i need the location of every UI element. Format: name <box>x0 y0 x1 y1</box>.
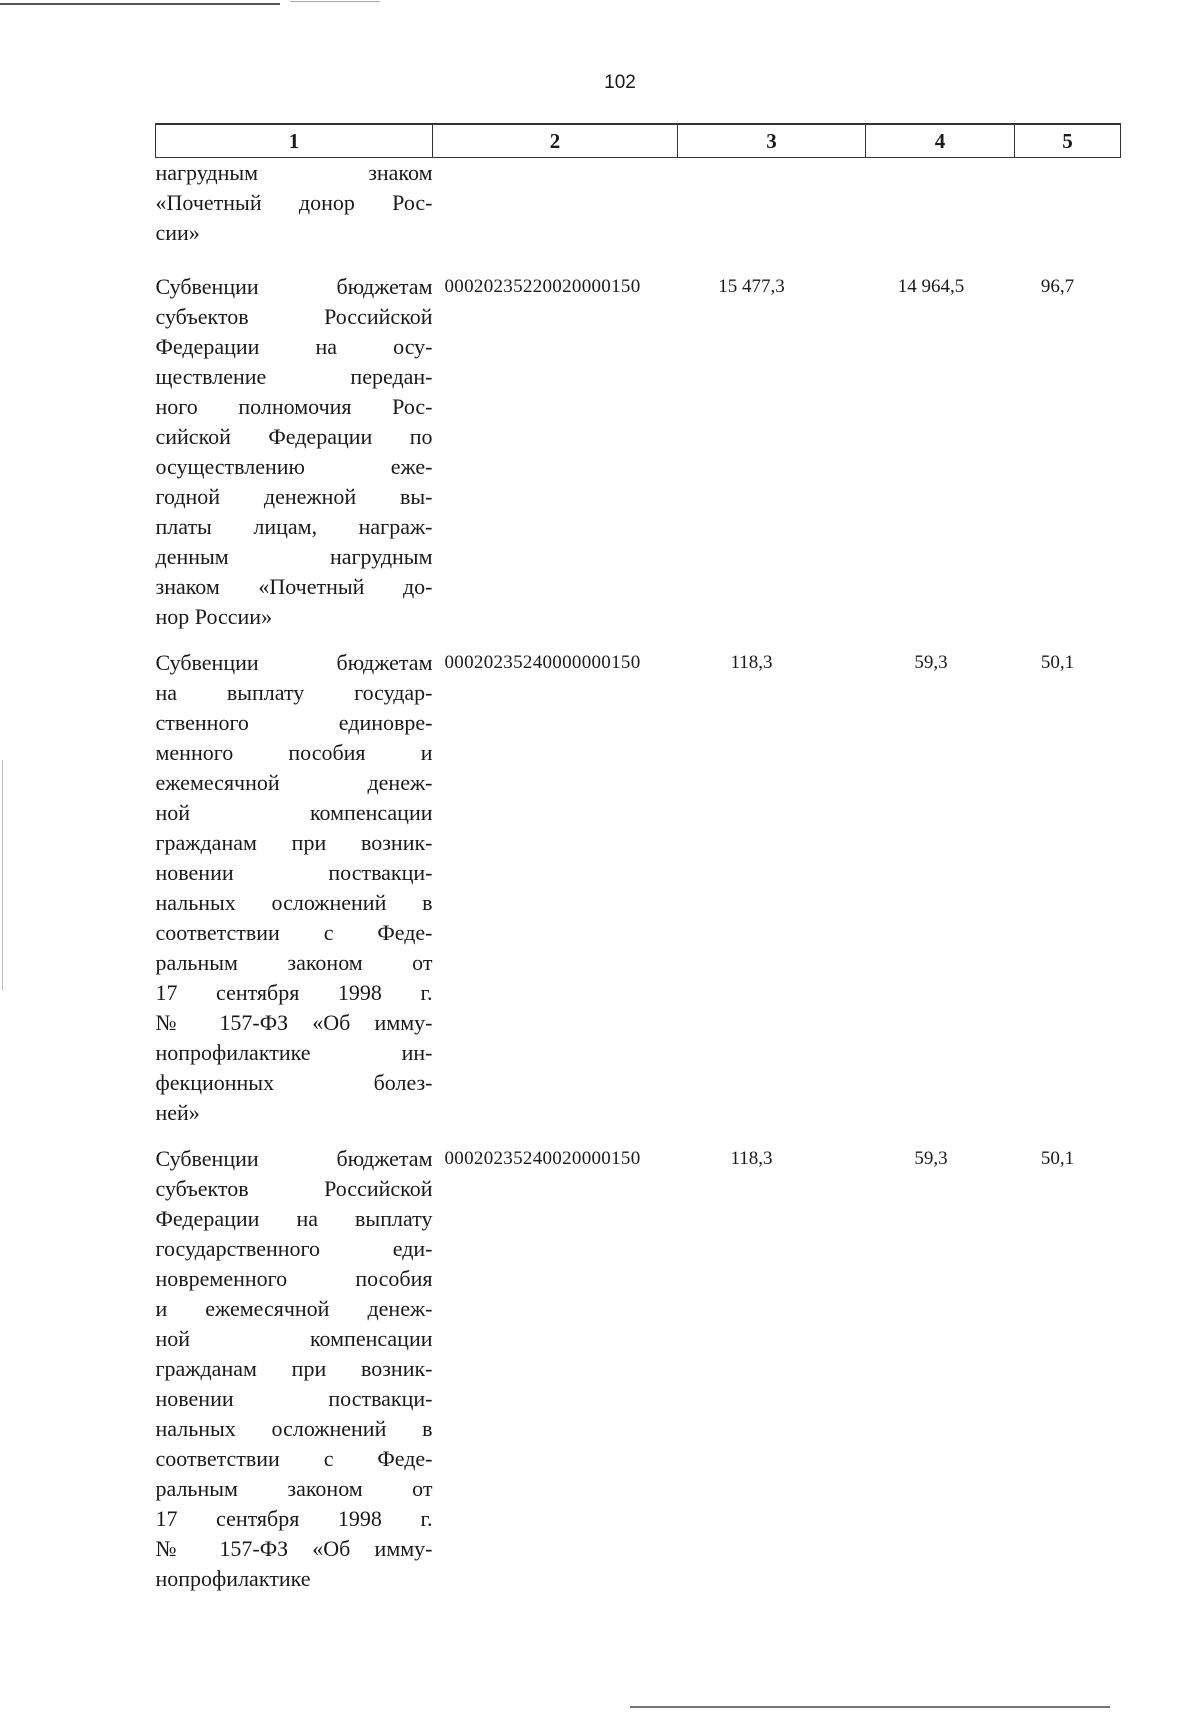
description-line: сийской Федерации по <box>155 424 433 449</box>
description-line: платы лицам, награж- <box>155 514 433 539</box>
value-col4: 59,3 <box>914 652 948 673</box>
description-line: ной компенсации <box>155 800 433 825</box>
description-line: ственного единовре- <box>155 710 433 735</box>
description-line: ществление передан- <box>155 364 433 389</box>
description-line: новении поствакци- <box>155 1386 433 1411</box>
description-line: нальных осложнений в <box>155 890 433 915</box>
description-line: гражданам при возник- <box>155 830 433 855</box>
budget-code: 00020235240000000150 <box>444 652 641 673</box>
description-line: Субвенции бюджетам <box>155 274 433 299</box>
table-header-row <box>156 124 1121 158</box>
description-line: ральным законом от <box>155 1476 433 1501</box>
description-line: 17 сентября 1998 г. <box>155 1506 433 1531</box>
description-line: Федерации на выплату <box>155 1206 433 1231</box>
description-line: № 157-ФЗ «Об имму- <box>155 1536 433 1561</box>
row-description <box>156 158 433 273</box>
description-line: государственного еди- <box>155 1236 433 1261</box>
scan-edge-line <box>2 760 3 990</box>
description-line: ной компенсации <box>155 1326 433 1351</box>
description-line: денным нагрудным <box>155 544 433 569</box>
description-line: Субвенции бюджетам <box>155 1146 433 1171</box>
table-row <box>156 1144 1121 1610</box>
column-header: 2 <box>433 124 678 158</box>
description-line: ежемесячной денеж- <box>155 770 433 795</box>
column-header: 4 <box>866 124 1015 158</box>
description-line: соответствии с Феде- <box>155 1446 433 1471</box>
value-col5: 50,1 <box>1040 652 1075 673</box>
description-line: и ежемесячной денеж- <box>155 1296 433 1321</box>
description-line: соответствии с Феде- <box>155 920 433 945</box>
row-description <box>156 1144 433 1610</box>
scan-edge-line <box>630 1706 1110 1708</box>
description-line: годной денежной вы- <box>155 484 433 509</box>
description-line: субъектов Российской <box>155 304 433 329</box>
value-col3: 118,3 <box>730 1148 773 1169</box>
scan-edge-line <box>290 1 380 2</box>
description-line: Федерации на осу- <box>155 334 433 359</box>
description-line: нор России» <box>155 604 273 629</box>
description-line: знаком «Почетный до- <box>155 574 433 599</box>
column-header: 3 <box>678 124 866 158</box>
value-col4 <box>866 158 1015 273</box>
table-body <box>156 158 1121 1611</box>
description-line: фекционных болез- <box>155 1070 433 1095</box>
description-line: на выплату государ- <box>155 680 433 705</box>
description-line: новременного пособия <box>155 1266 433 1291</box>
budget-code: 00020235240020000150 <box>444 1148 641 1169</box>
budget-code: 00020235220020000150 <box>444 276 641 297</box>
description-line: ней» <box>155 1100 200 1125</box>
description-line: ного полномочия Рос- <box>155 394 433 419</box>
value-col3: 15 477,3 <box>718 276 785 297</box>
budget-table <box>155 123 1121 1610</box>
table-row <box>156 158 1121 273</box>
description-line: Субвенции бюджетам <box>155 650 433 675</box>
budget-code <box>433 158 678 273</box>
description-line: менного пособия и <box>155 740 433 765</box>
description-line: нальных осложнений в <box>155 1416 433 1441</box>
row-description <box>156 272 433 648</box>
description-line: субъектов Российской <box>155 1176 433 1201</box>
page-number: 102 <box>604 72 636 93</box>
description-line: нопрофилактике ин- <box>155 1040 433 1065</box>
description-line: нагрудным знаком <box>155 160 433 185</box>
column-header: 5 <box>1015 124 1121 158</box>
scan-edge-line <box>0 3 280 5</box>
description-line: сии» <box>155 220 200 245</box>
value-col5 <box>1015 158 1121 273</box>
value-col4: 14 964,5 <box>897 276 965 297</box>
table-row <box>156 272 1121 648</box>
column-header: 1 <box>156 124 433 158</box>
description-line: 17 сентября 1998 г. <box>155 980 433 1005</box>
value-col4: 59,3 <box>914 1148 948 1169</box>
description-line: № 157-ФЗ «Об имму- <box>155 1010 433 1035</box>
description-line: новении поствакци- <box>155 860 433 885</box>
description-line: осуществлению еже- <box>155 454 433 479</box>
description-line: ральным законом от <box>155 950 433 975</box>
row-description <box>156 648 433 1144</box>
description-line: «Почетный донор Рос- <box>155 190 433 215</box>
value-col3: 118,3 <box>730 652 773 673</box>
value-col5: 50,1 <box>1040 1148 1075 1169</box>
value-col5: 96,7 <box>1040 276 1075 297</box>
description-line: гражданам при возник- <box>155 1356 433 1381</box>
table-row <box>156 648 1121 1144</box>
value-col3 <box>678 158 866 273</box>
description-line: нопрофилактике <box>155 1566 311 1591</box>
